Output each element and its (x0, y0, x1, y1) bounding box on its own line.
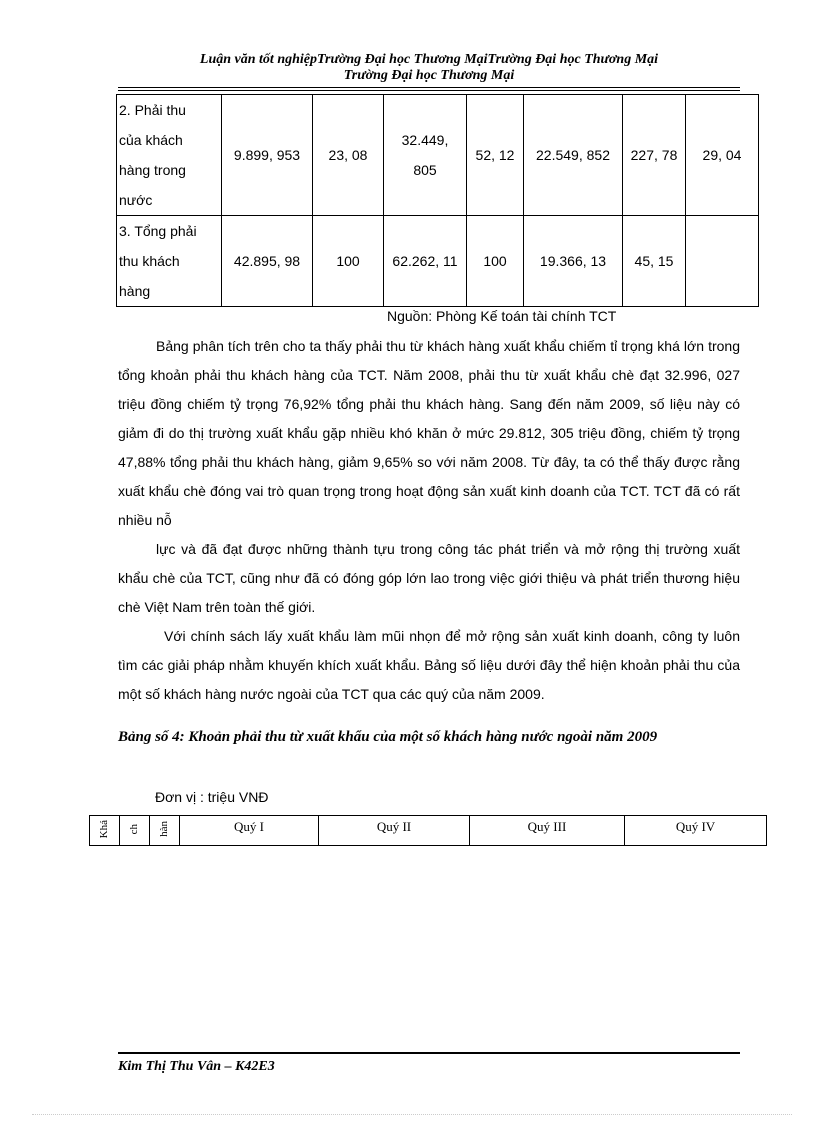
header-line-1: Luận văn tốt nghiệpTrường Đại học Thương MạiTrường Đại học Thương Mại (199, 52, 659, 67)
table-header-row (90, 816, 767, 846)
customer-header-1: Khá (90, 816, 120, 846)
header-rule-double (118, 90, 740, 91)
quarter-4-header: Quý IV (625, 816, 767, 846)
table-row (117, 95, 759, 216)
quarter-3-header: Quý III (470, 816, 625, 846)
cell: 52, 12 (467, 95, 524, 216)
cell: 22.549, 852 (524, 95, 623, 216)
quarterly-table (89, 815, 767, 846)
quarter-2-header: Quý II (319, 816, 470, 846)
header-rule (118, 87, 740, 88)
cell: 45, 15 (623, 216, 686, 307)
cell: 32.449, 805 (384, 95, 467, 216)
cell: 29, 04 (686, 95, 759, 216)
cell: 19.366, 13 (524, 216, 623, 307)
customer-header-3: hàn (150, 816, 180, 846)
cell: 100 (467, 216, 524, 307)
cell (686, 216, 759, 307)
paragraph-2: lực và đã đạt được những thành tựu trong công tác phát triển và mở rộng thị trường xuất khẩu chè của TCT, cũng như đã có đóng góp lớn lao trong việc giới thiệu và phát triển thương hiệu chè Việt Nam trên toàn thế giới. (118, 541, 740, 615)
cell: 227, 78 (623, 95, 686, 216)
cell: 62.262, 11 (384, 216, 467, 307)
header-line-2: Trường Đại học Thương Mại (343, 68, 515, 83)
cell: 23, 08 (313, 95, 384, 216)
cell: 42.895, 98 (222, 216, 313, 307)
row-label: 2. Phải thu của khách hàng trong nước (117, 95, 222, 216)
table-caption: Bảng số 4: Khoản phải thu từ xuất khẩu của một số khách hàng nước ngoài năm 2009 (118, 729, 658, 745)
cell: 100 (313, 216, 384, 307)
customer-header-2: ch (120, 816, 150, 846)
footer-rule (118, 1052, 740, 1054)
page-header (118, 52, 740, 84)
table-row (117, 216, 759, 307)
page-footer: Kim Thị Thu Vân – K42E3 (118, 1059, 275, 1074)
page-edge-divider (32, 1114, 792, 1115)
row-label: 3. Tổng phải thu khách hàng (117, 216, 222, 307)
source-note: Nguồn: Phòng Kế toán tài chính TCT (387, 308, 617, 324)
body-text (118, 332, 740, 709)
unit-label: Đơn vị : triệu VNĐ (155, 789, 269, 805)
cell: 9.899, 953 (222, 95, 313, 216)
receivables-table (116, 94, 759, 307)
quarter-1-header: Quý I (180, 816, 319, 846)
paragraph-3: Với chính sách lấy xuất khẩu làm mũi nhọn để mở rộng sản xuất kinh doanh, công ty luôn tìm các giải pháp nhằm khuyến khích xuất khẩu. Bảng số liệu dưới đây thể hiện khoản phải thu của một số khách hàng nước ngoài của TCT qua các quý của năm 2009. (118, 628, 740, 702)
paragraph-1: Bảng phân tích trên cho ta thấy phải thu từ khách hàng xuất khẩu chiếm tỉ trọng khá lớn trong tổng khoản phải thu khách hàng của TCT. Năm 2008, phải thu từ xuất khẩu chè đạt 32.996, 027 triệu đồng chiếm tỷ trọng 76,92% tổng phải thu khách hàng. Sang đến năm 2009, số liệu này có giảm đi do thị trường xuất khẩu gặp nhiều khó khăn ở mức 29.812, 305 triệu đồng, chiếm tỷ trọng 47,88% tổng phải thu khách hàng, giảm 9,65% so với năm 2008. Từ đây, ta có thể thấy được rằng xuất khẩu chè đóng vai trò quan trọng trong hoạt động sản xuất kinh doanh của TCT. TCT đã có rất nhiều nỗ (118, 338, 740, 528)
